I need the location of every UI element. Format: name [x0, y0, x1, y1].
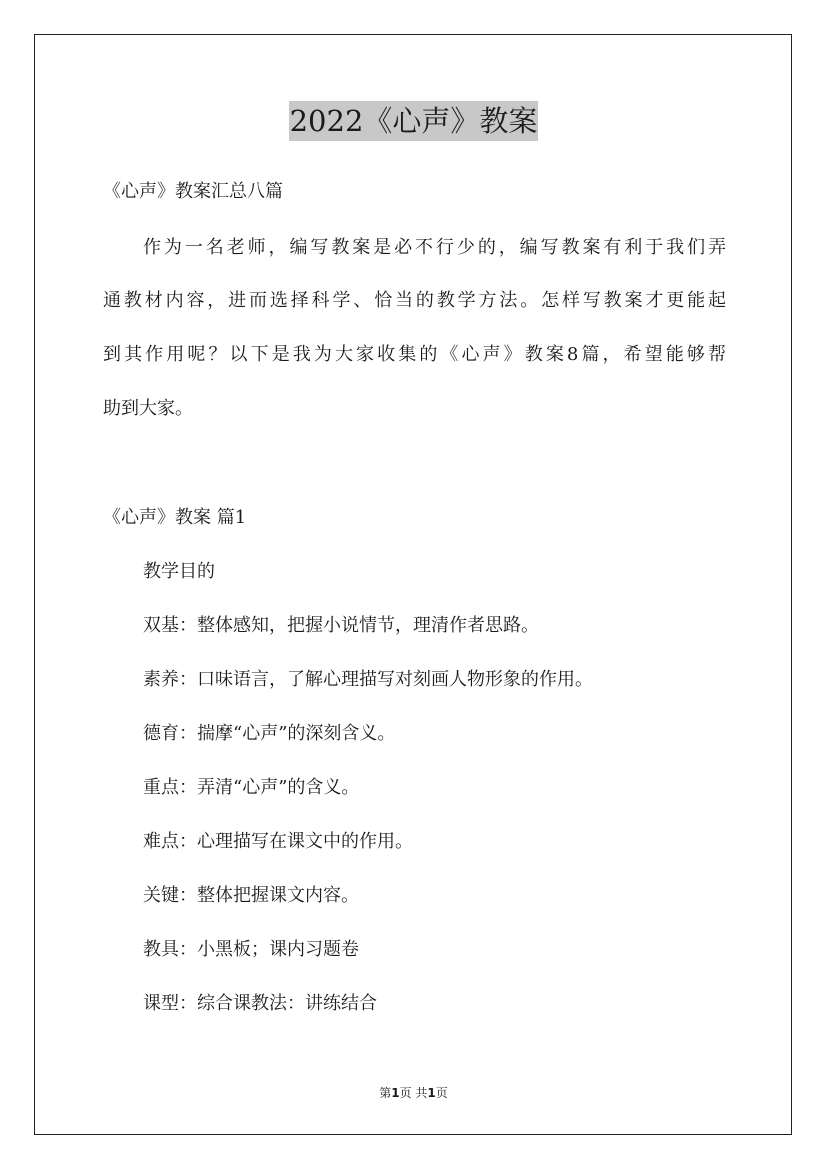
- footer-current-page: 1: [391, 1086, 400, 1100]
- footer-total-pages: 1: [427, 1086, 436, 1100]
- intro-line-2: 通教材内容，进而选择科学、恰当的教学方法。怎样写教案才更能起: [103, 290, 726, 311]
- item-literacy: 素养：口味语言，了解心理描写对刻画人物形象的作用。: [143, 669, 593, 690]
- item-teaching-aids: 教具：小黑板；课内习题卷: [143, 939, 359, 960]
- document-subtitle: 《心声》教案汇总八篇: [103, 181, 283, 202]
- footer-prefix: 第: [379, 1086, 392, 1100]
- item-key-point: 重点：弄清“心声”的含义。: [143, 777, 360, 798]
- item-lesson-type: 课型：综合课教法：讲练结合: [143, 993, 377, 1014]
- item-key: 关键：整体把握课文内容。: [143, 885, 359, 906]
- footer-suffix: 页: [435, 1086, 448, 1100]
- document-title: 2022《心声》教案: [289, 101, 539, 141]
- title-wrap: [0, 101, 827, 141]
- footer-mid: 页 共: [399, 1086, 428, 1100]
- item-teaching-goal: 教学目的: [143, 561, 215, 582]
- intro-line-3: 到其作用呢？以下是我为大家收集的《心声》教案8篇，希望能够帮: [103, 344, 726, 365]
- item-moral: 德育：揣摩“心声”的深刻含义。: [143, 723, 396, 744]
- item-basics: 双基：整体感知，把握小说情节，理清作者思路。: [143, 615, 539, 636]
- page-footer: [0, 1085, 827, 1101]
- section-heading: 《心声》教案 篇1: [103, 507, 247, 528]
- intro-line-1: 作为一名老师，编写教案是必不行少的，编写教案有利于我们弄: [143, 237, 726, 258]
- intro-line-4: 助到大家。: [103, 398, 193, 419]
- item-difficulty: 难点：心理描写在课文中的作用。: [143, 831, 413, 852]
